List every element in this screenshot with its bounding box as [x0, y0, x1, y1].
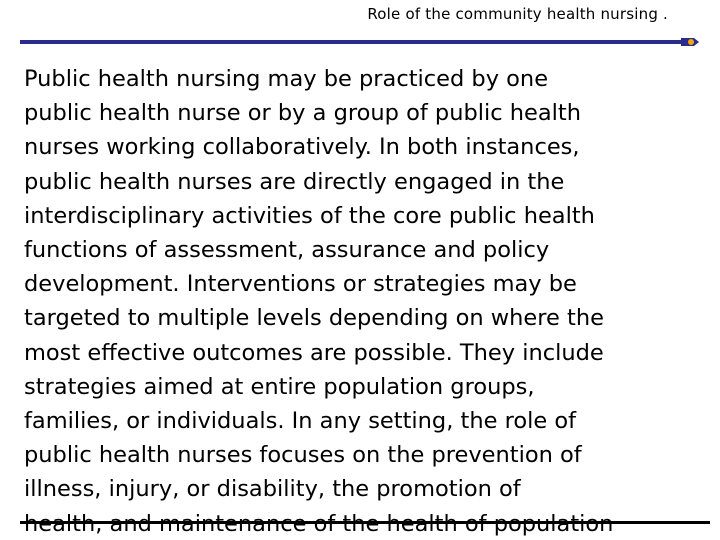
body-text — [24, 62, 708, 540]
body-line: public health nurses focuses on the prevention of — [24, 442, 582, 469]
body-line: targeted to multiple levels depending on where the — [24, 305, 604, 332]
body-line: interdisciplinary activities of the core public health — [24, 202, 595, 229]
body-line: public health nurse or by a group of public health — [24, 100, 581, 127]
body-line: development. Interventions or strategies may be — [24, 271, 577, 298]
body-line: Public health nursing may be practiced by one — [24, 66, 549, 92]
rule-ornament-icon — [680, 37, 700, 47]
body-line: public health nurses are directly engaged in the — [24, 168, 565, 195]
body-line: illness, injury, or disability, the promotion of — [24, 476, 521, 503]
bottom-divider — [20, 521, 710, 524]
body-line: functions of assessment, assurance and policy — [24, 237, 550, 264]
body-line: strategies aimed at entire population groups, — [24, 373, 535, 400]
body-line: families, or individuals. In any setting, the role of — [24, 408, 577, 435]
body-line: most effective outcomes are possible. They include — [24, 339, 604, 366]
title-divider — [20, 40, 684, 44]
body-line: nurses working collaboratively. In both instances, — [24, 134, 580, 161]
slide-title: Role of the community health nursing . — [367, 5, 668, 23]
